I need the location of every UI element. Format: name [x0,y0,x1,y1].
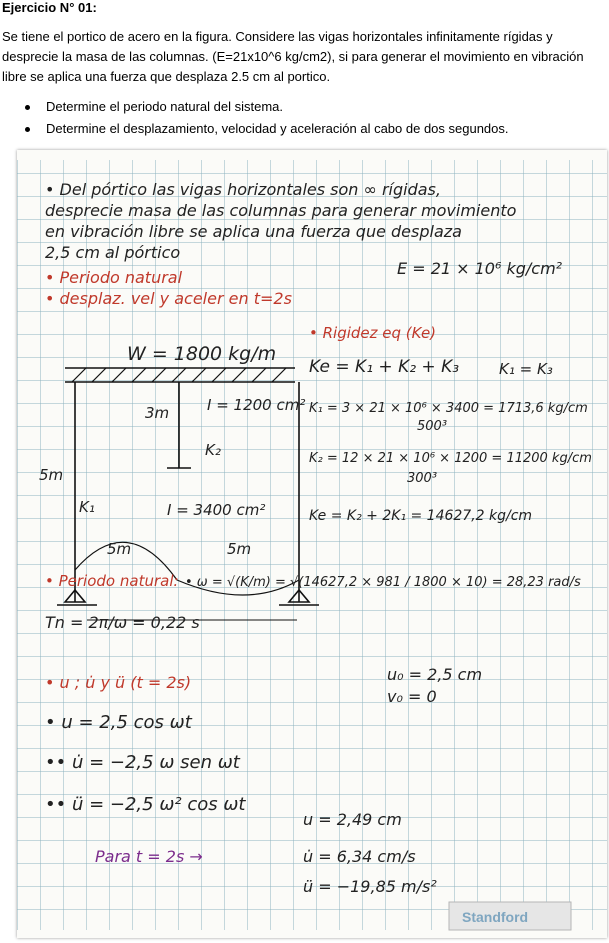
velocity-eq: •• u̇ = −2,5 ω sen ωt [45,752,240,773]
period-heading: • Periodo natural: [45,572,179,590]
task-item: Determine el periodo natural del sistema. [22,96,509,118]
span-left: 5m [107,540,132,558]
stiffness-heading: • Rigidez eq (Ke) [309,324,437,342]
inertia-lower: I = 3400 cm² [167,501,266,519]
span-right: 5m [227,540,252,558]
k1-denominator: 500³ [417,419,448,434]
k2-formula: K₂ = 12 × 21 × 10⁶ × 1200 = 11200 kg/cm [309,451,592,466]
acceleration-result: ü = −19,85 m/s² [303,877,437,896]
displacement-eq: • u = 2,5 cos ωt [45,712,192,733]
k1-formula: K₁ = 3 × 21 × 10⁶ × 3400 = 1713,6 kg/cm [309,401,588,416]
load-label: W = 1800 kg/m [127,343,277,365]
period-result: Tn = 2π/ω = 0,22 s [45,613,200,632]
note-requirement: • Periodo natural [45,268,183,287]
velocity-result: u̇ = 6,34 cm/s [303,847,416,866]
stiffness-result: Ke = K₂ + 2K₁ = 14627,2 kg/cm [309,508,533,524]
k1-equals-k3: K₁ = K₃ [499,360,553,378]
statement-line: Se tiene el portico de acero en la figura. Considere las vigas horizontales infinitamente rígidas y [2,29,553,44]
task-item: Determine el desplazamiento, velocidad y aceleración al cabo de dos segundos. [22,118,509,140]
height-5m: 5m [39,466,64,484]
note-modulus: E = 21 × 10⁶ kg/cm² [397,259,563,278]
displacement-result: u = 2,49 cm [303,810,402,829]
k2-denominator: 300³ [407,471,438,486]
task-list [22,96,509,140]
initial-displacement: u₀ = 2,5 cm [387,665,483,684]
statement-line: desprecie la masa de las columnas. (E=21x10^6 kg/cm2), si para generar el movimiento en vibración [2,49,584,64]
note-intro: 2,5 cm al pórtico [45,243,181,262]
height-3m: 3m [145,404,170,422]
omega-formula: • ω = √(K/m) = √(14627,2 × 981 / 1800 × 10) = 28,23 rad/s [185,575,581,590]
acceleration-eq: •• ü = −2,5 ω² cos ωt [45,794,246,815]
time-note: Para t = 2s → [95,847,203,866]
notebook-page [17,150,607,938]
k1-label: K₁ [79,498,95,516]
initial-velocity: v₀ = 0 [387,687,437,706]
k2-label: K₂ [205,441,221,459]
note-requirement: • desplaz. vel y aceler en t=2s [45,289,292,308]
inertia-upper: I = 1200 cm² [207,396,306,414]
statement-line: libre se aplica una fuerza que desplaza 2.5 cm al portico. [2,69,331,84]
handwritten-solution-sheet [17,150,607,938]
note-intro: desprecie masa de las columnas para generar movimiento [45,201,517,220]
note-intro: en vibración libre se aplica una fuerza que desplaza [45,222,462,241]
note-intro: • Del pórtico las vigas horizontales son ∞ rígidas, [45,180,441,199]
problem-statement [2,27,607,87]
stiffness-sum: Ke = K₁ + K₂ + K₃ [309,357,460,377]
motion-heading: • u ; u̇ y ü (t = 2s) [45,673,192,692]
exercise-title: Ejercicio N° 01: [2,0,97,15]
brand-logo: Standford [462,909,529,925]
